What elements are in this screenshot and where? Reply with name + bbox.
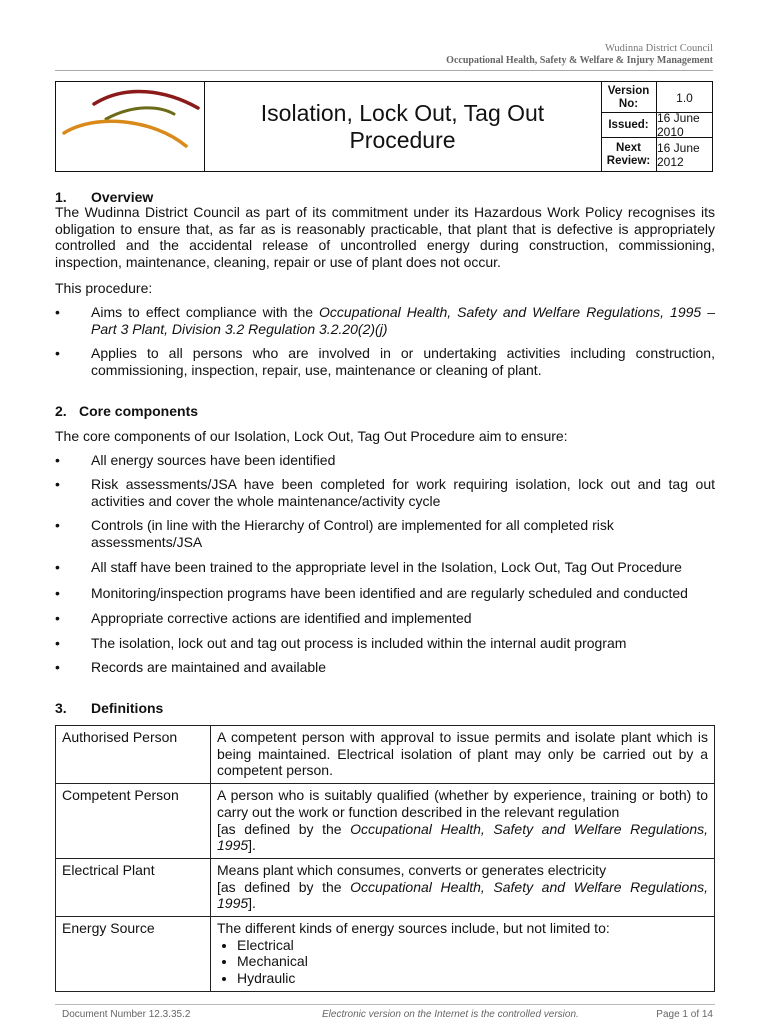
definition-text xyxy=(211,858,715,916)
definition-source: [as defined by the Occupational Health, Safety and Welfare Regulations, 1995]. xyxy=(217,820,708,854)
list-item: All staff have been trained to the appropriate level in the Isolation, Lock Out, Tag Out Procedure xyxy=(91,559,682,575)
version-value: 1.0 xyxy=(676,90,693,105)
review-row xyxy=(601,138,712,171)
this-procedure-label: This procedure: xyxy=(55,280,153,296)
logo-arc-olive xyxy=(106,108,174,119)
list-item: Applies to all persons who are involved in or undertaking activities including construction, commissioning, inspection, repair, use, maintenance or cleaning of plant. xyxy=(91,345,715,378)
footer-rule xyxy=(55,1004,715,1005)
review-value: 16 June 2012 xyxy=(657,140,700,169)
bullet-icon: • xyxy=(55,476,60,492)
bullet-icon: • xyxy=(55,635,60,651)
issued-value: 16 June 2010 xyxy=(657,111,700,139)
title-cell xyxy=(204,82,602,171)
list-item: • Hydraulic xyxy=(237,970,708,987)
list-item: Appropriate corrective actions are identified and implemented xyxy=(91,610,472,626)
logo-arc-red xyxy=(94,92,198,108)
version-label: Version No: xyxy=(601,82,657,113)
bullet-icon: • xyxy=(55,559,60,575)
review-label: Next Review: xyxy=(601,138,657,171)
overview-paragraph: The Wudinna District Council as part of its commitment under its Hazardous Work Policy recognises its obligation to ensure that, as far as is reasonably practicable, that plant that is defective is appropriately controlled and the accidental release of uncontrolled energy during construction, commissioning, inspection, maintenance, cleaning, repair or use of plant does not occur. xyxy=(55,204,715,271)
footer-controlled-version: Electronic version on the Internet is the controlled version. xyxy=(322,1009,579,1020)
definition-body: A person who is suitably qualified (whether by experience, training or both) to carry out the work or function described in the relevant regulation xyxy=(217,787,708,820)
section-number: 3. xyxy=(55,700,67,716)
document-title: Isolation, Lock Out, Tag Out Procedure xyxy=(260,99,545,153)
bullet-icon: • xyxy=(55,345,60,361)
definition-term: Electrical Plant xyxy=(56,858,211,916)
header-department: Occupational Health, Safety & Welfare & Injury Management xyxy=(446,55,713,66)
council-logo xyxy=(56,82,204,171)
table-row xyxy=(56,726,715,784)
table-row xyxy=(56,858,715,916)
bullet-icon: • xyxy=(55,452,60,468)
bullet-icon: • xyxy=(55,585,60,601)
bullet-icon: • xyxy=(55,304,60,320)
definition-text xyxy=(211,917,715,992)
definition-body: Means plant which consumes, converts or generates electricity xyxy=(217,861,607,878)
list-item: Monitoring/inspection programs have been identified and are regularly scheduled and conducted xyxy=(91,585,688,601)
list-item: Controls (in line with the Hierarchy of Control) are implemented for all completed risk assessments/JSA xyxy=(91,517,614,550)
footer-document-number: Document Number 12.3.35.2 xyxy=(62,1009,191,1020)
energy-source-list xyxy=(217,937,708,987)
list-item: • Mechanical xyxy=(237,953,708,970)
table-row xyxy=(56,784,715,859)
section-heading-core-components: Core components xyxy=(79,403,199,419)
bullet-icon: • xyxy=(55,517,60,533)
issued-row xyxy=(601,113,712,137)
definition-term: Authorised Person xyxy=(56,726,211,784)
logo-arc-orange xyxy=(64,121,186,146)
list-item: Aims to effect compliance with the Occupational Health, Safety and Welfare Regulations, 1995 – Part 3 Plant, Division 3.2 Regulation 3.2.20(2)(j) xyxy=(91,304,715,337)
definition-source: [as defined by the Occupational Health, Safety and Welfare Regulations, 1995]. xyxy=(217,878,708,912)
section-number: 1. xyxy=(55,189,67,205)
core-intro: The core components of our Isolation, Lock Out, Tag Out Procedure aim to ensure: xyxy=(55,428,568,444)
list-item: Risk assessments/JSA have been completed for work requiring isolation, lock out and tag out activities and cover the whole maintenance/activity cycle xyxy=(91,476,715,509)
version-row xyxy=(601,82,712,113)
definition-text: A competent person with approval to issue permits and isolate plant which is being maintained. Electrical isolation of plant may only be carried out by a competent person. xyxy=(211,726,715,784)
definition-body: The different kinds of energy sources include, but not limited to: xyxy=(217,920,610,937)
definition-term: Energy Source xyxy=(56,917,211,992)
section-number: 2. xyxy=(55,403,67,419)
definition-term: Competent Person xyxy=(56,784,211,859)
bullet-icon: • xyxy=(55,610,60,626)
table-row xyxy=(56,917,715,992)
list-item: The isolation, lock out and tag out process is included within the internal audit program xyxy=(91,635,627,651)
bullet-icon: • xyxy=(55,659,60,675)
list-item: All energy sources have been identified xyxy=(91,452,336,468)
header-rule xyxy=(55,70,713,71)
definition-text xyxy=(211,784,715,859)
section-heading-overview: Overview xyxy=(91,189,154,205)
title-block xyxy=(55,81,713,172)
logo-cell xyxy=(56,82,205,171)
issued-label: Issued: xyxy=(601,113,657,137)
list-item: Records are maintained and available xyxy=(91,659,327,675)
regulation-reference: Occupational Health, Safety and Welfare Regulations, 1995 – Part 3 Plant, Division 3.2 Regulation 3.2.20(2)(j) xyxy=(91,304,715,337)
header-organisation: Wudinna District Council xyxy=(604,43,713,54)
definitions-table xyxy=(55,725,715,992)
section-heading-definitions: Definitions xyxy=(91,700,164,716)
list-item: • Electrical xyxy=(237,937,708,954)
footer-page-number: Page 1 of 14 xyxy=(656,1009,713,1020)
